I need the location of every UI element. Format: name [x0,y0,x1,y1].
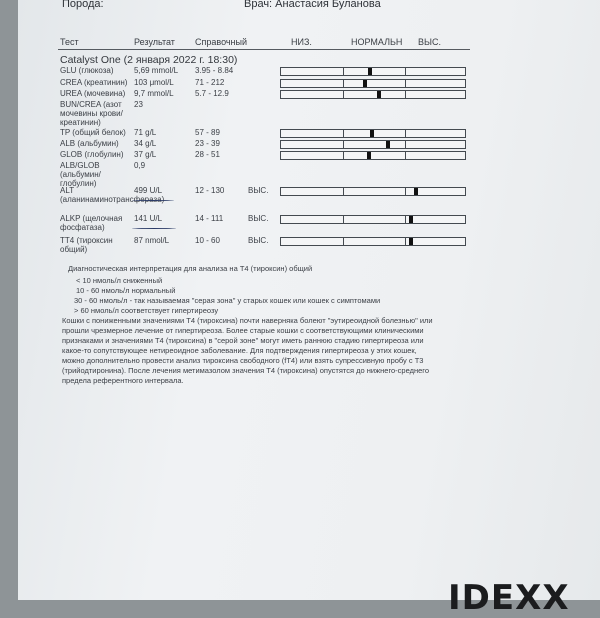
range-divider [405,152,406,159]
row-test-name: TT4 (тироксин общий) [60,236,113,254]
interp-line-4: > 60 нмоль/л соответствует гипертиреозу [74,306,219,315]
interp-line-3: 30 - 60 нмоль/л - так называемая "серая зона" у старых кошек или кошек с симптомами [74,296,381,305]
range-marker [368,68,372,75]
row-result: 34 g/L [134,139,157,148]
row-result: 141 U/L [134,214,163,223]
breed-label: Порода: [62,0,104,10]
row-reference: 57 - 89 [195,128,220,137]
row-result: 9,7 mmol/L [134,89,174,98]
range-marker [377,91,381,98]
row-result: 103 μmol/L [134,78,174,87]
row-range-bar [280,129,466,138]
range-marker [409,216,413,223]
row-range-bar [280,187,466,196]
row-reference: 3.95 - 8.84 [195,66,234,75]
range-divider [343,188,344,195]
range-marker [409,238,413,245]
range-divider [343,141,344,148]
range-divider [405,141,406,148]
row-range-bar [280,215,466,224]
row-reference: 14 - 111 [195,214,224,223]
row-result: 23 [134,100,143,109]
row-test-name: ALB/GLOB (альбумин/глобулин) [60,161,101,188]
col-test: Тест [60,37,79,47]
row-reference: 5.7 - 12.9 [195,89,229,98]
header-rule [58,49,470,50]
row-test-name: GLOB (глобулин) [60,150,124,159]
interp-line-1: < 10 нмоль/л сниженный [76,276,163,285]
row-reference: 12 - 130 [195,186,225,195]
idexx-logo: IDEXX [448,578,570,618]
row-test-name: ALKP (щелочная фосфатаза) [60,214,123,232]
interp-para-5: можно дополнительно провести анализ тироксина свободного (fT4) или взять супрессивную пробу с Т3 [62,356,424,365]
range-divider [405,216,406,223]
range-marker [363,80,367,87]
row-test-name: BUN/CREA (азот мочевины крови/креатинин) [60,100,123,127]
col-normal: НОРМАЛЬН [351,37,403,47]
lab-report-page [18,0,600,618]
row-reference: 28 - 51 [195,150,220,159]
range-divider [343,80,344,87]
range-divider [343,68,344,75]
range-divider [405,91,406,98]
row-test-name: GLU (глюкоза) [60,66,114,75]
row-range-bar [280,151,466,160]
range-marker [386,141,390,148]
range-marker [414,188,418,195]
row-range-bar [280,140,466,149]
row-flag: ВЫС. [248,236,269,245]
range-divider [405,80,406,87]
row-test-name: ALB (альбумин) [60,139,119,148]
section-title: Catalyst One (2 января 2022 г. 18:30) [60,54,238,66]
pen-underline-alkp [132,227,176,229]
row-flag: ВЫС. [248,186,269,195]
row-range-bar [280,90,466,99]
col-high: ВЫС. [418,37,441,47]
range-divider [405,188,406,195]
row-result: 0,9 [134,161,146,170]
row-range-bar [280,79,466,88]
interp-para-3: признаками и значениями Т4 (тироксина) в "серой зоне" могут иметь раннюю стадию гипертиреоза или [62,336,424,345]
pen-underline-alt [132,199,174,201]
row-test-name: CREA (креатинин) [60,78,128,87]
row-range-bar [280,67,466,76]
col-reference: Справочный [195,37,248,47]
row-result: 499 U/L [134,186,163,195]
interp-para-2: прошли чрезмерное лечение от гипертиреоза. Более старые кошки с соответствующими клиническими [62,326,424,335]
row-flag: ВЫС. [248,214,269,223]
range-divider [343,91,344,98]
range-marker [370,130,374,137]
interp-title: Диагностическая интерпретация для анализа на Т4 (тироксин) общий [68,264,313,273]
row-reference: 71 - 212 [195,78,225,87]
row-result: 37 g/L [134,150,157,159]
row-test-name: ALT (аланинаминотрансфераза) [60,186,165,204]
row-test-name: UREA (мочевина) [60,89,126,98]
interp-para-1: Кошки с пониженными значениями Т4 (тироксина) почти наверняка болеют "эутиреоидной болезнью" или [62,316,433,325]
doctor-label: Врач: Анастасия Буланова [244,0,381,10]
interp-para-4: какое-то сопутствующее нетиреоидное заболевание. Для подтверждения гипертиреоза у этих кошек, [62,346,417,355]
range-divider [405,238,406,245]
range-marker [367,152,371,159]
row-test-name: TP (общий белок) [60,128,126,137]
range-divider [343,152,344,159]
col-low: НИЗ. [291,37,312,47]
row-result: 87 nmol/L [134,236,170,245]
row-result: 71 g/L [134,128,157,137]
interp-para-6: (трийодтиронина). После лечения метимазолом значения Т4 (тироксина) опустятся до нижнего-среднего [62,366,430,375]
interp-para-7: предела референтного интервала. [62,376,184,385]
range-divider [405,68,406,75]
row-reference: 23 - 39 [195,139,220,148]
range-divider [405,130,406,137]
col-result: Результат [134,37,175,47]
range-divider [343,130,344,137]
row-result: 5,69 mmol/L [134,66,179,75]
row-range-bar [280,237,466,246]
range-divider [343,238,344,245]
interp-line-2: 10 - 60 нмоль/л нормальный [76,286,176,295]
range-divider [343,216,344,223]
row-reference: 10 - 60 [195,236,220,245]
